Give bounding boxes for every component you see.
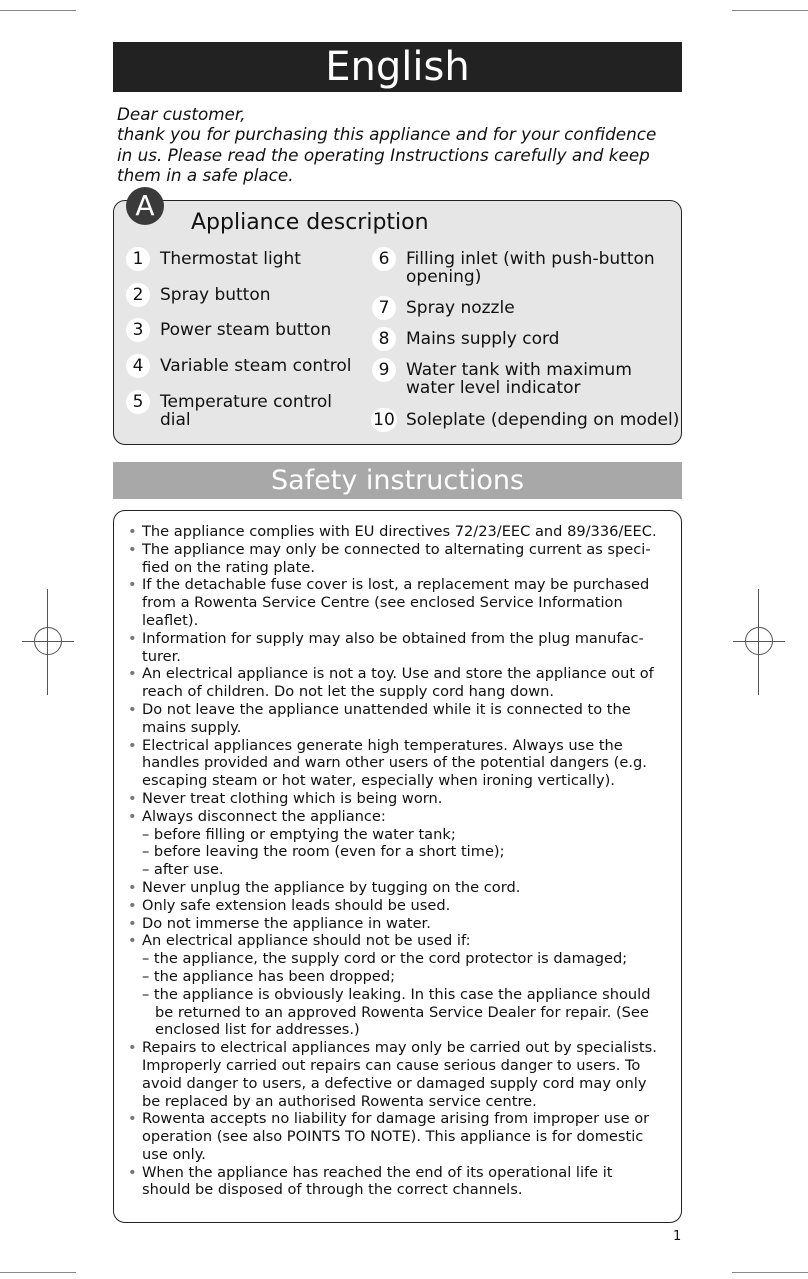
safety-line: mains supply. bbox=[142, 718, 242, 736]
safety-line: Improperly carried out repairs can cause serious danger to users. To bbox=[142, 1056, 641, 1074]
safety-bullet-item: • Only safe extension leads should be used. bbox=[128, 897, 673, 915]
crop-mark bbox=[732, 1272, 808, 1273]
safety-instructions-title: Safety instructions bbox=[113, 462, 682, 499]
safety-line: – the appliance, the supply cord or the cord protector is damaged; bbox=[142, 950, 628, 968]
part-number: 8 bbox=[372, 327, 396, 351]
part-number: 2 bbox=[126, 283, 150, 307]
safety-line: – the appliance has been dropped; bbox=[142, 967, 396, 985]
intro-line: thank you for purchasing this appliance and for your confidence bbox=[117, 124, 657, 145]
safety-bullet-item: • When the appliance has reached the end of its operational life it bbox=[128, 1164, 673, 1182]
part-number: 9 bbox=[372, 358, 396, 382]
part-number: 7 bbox=[372, 296, 396, 320]
intro-line: Dear customer, bbox=[117, 104, 246, 124]
part-label: Spray nozzle bbox=[406, 298, 515, 318]
safety-bullet-item: • An electrical appliance is not a toy. Use and store the appliance out of bbox=[128, 665, 673, 683]
part-number: 1 bbox=[126, 247, 150, 271]
part-label: Mains supply cord bbox=[406, 329, 560, 349]
intro-line: in us. Please read the operating Instructions carefully and keep bbox=[117, 144, 650, 165]
safety-line: turer. bbox=[142, 647, 181, 665]
part-number: 10 bbox=[371, 408, 397, 432]
safety-line: avoid danger to users, a defective or damaged supply cord may only bbox=[142, 1074, 647, 1092]
language-title: English bbox=[113, 42, 682, 92]
safety-bullet-item: • Information for supply may also be obtained from the plug manufac- bbox=[128, 630, 673, 648]
part-number: 4 bbox=[126, 354, 150, 378]
part-label: Variable steam control bbox=[160, 356, 352, 376]
safety-line: should be disposed of through the correct channels. bbox=[142, 1181, 523, 1199]
safety-line: escaping steam or hot water, especially when ironing vertically). bbox=[142, 772, 615, 790]
safety-line: operation (see also POINTS TO NOTE). This appliance is for domestic bbox=[142, 1128, 644, 1146]
section-badge: A bbox=[126, 187, 164, 225]
part-label-cont: water level indicator bbox=[406, 378, 581, 398]
safety-line: be returned to an approved Rowenta Service Dealer for repair. (See bbox=[155, 1003, 649, 1021]
page-number: 1 bbox=[673, 1229, 682, 1244]
safety-line: – before leaving the room (even for a short time); bbox=[142, 843, 505, 861]
safety-line: reach of children. Do not let the supply cord hang down. bbox=[142, 683, 555, 701]
safety-line: leaflet). bbox=[142, 611, 199, 629]
safety-bullet-item: • Repairs to electrical appliances may only be carried out by specialists. bbox=[128, 1039, 673, 1057]
crop-mark bbox=[732, 10, 808, 11]
part-label-cont: opening) bbox=[406, 267, 482, 287]
safety-line: enclosed list for addresses.) bbox=[155, 1021, 360, 1039]
part-label: Temperature control bbox=[160, 392, 333, 412]
intro-line: them in a safe place. bbox=[117, 165, 294, 186]
part-label: Soleplate (depending on model) bbox=[406, 410, 680, 430]
crop-mark bbox=[0, 1272, 76, 1273]
safety-bullet-item: • If the detachable fuse cover is lost, a replacement may be purchased bbox=[128, 576, 673, 594]
safety-bullet-item: • Never treat clothing which is being worn. bbox=[128, 790, 673, 808]
safety-line: fied on the rating plate. bbox=[142, 558, 315, 576]
safety-instructions-list bbox=[128, 523, 673, 1199]
part-label: Filling inlet (with push-button bbox=[406, 249, 655, 269]
intro-text bbox=[117, 104, 682, 186]
safety-line: handles provided and warn other users of the potential dangers (e.g. bbox=[142, 754, 647, 772]
part-number: 5 bbox=[126, 390, 150, 414]
crop-mark bbox=[0, 10, 76, 11]
safety-line: – before filling or emptying the water tank; bbox=[142, 825, 456, 843]
part-number: 3 bbox=[126, 318, 150, 342]
part-label: Thermostat light bbox=[160, 249, 301, 269]
safety-line: use only. bbox=[142, 1145, 206, 1163]
part-label-cont: dial bbox=[160, 410, 191, 430]
part-label: Power steam button bbox=[160, 320, 332, 340]
safety-line: – after use. bbox=[142, 861, 224, 879]
appliance-description-title: Appliance description bbox=[191, 210, 429, 235]
safety-bullet-item: • Always disconnect the appliance: bbox=[128, 808, 673, 826]
safety-bullet-item: • The appliance complies with EU directives 72/23/EEC and 89/336/EEC. bbox=[128, 523, 673, 541]
safety-line: – the appliance is obviously leaking. In this case the appliance should bbox=[142, 985, 651, 1003]
part-label: Water tank with maximum bbox=[406, 360, 632, 380]
safety-bullet-item: • Electrical appliances generate high temperatures. Always use the bbox=[128, 737, 673, 755]
safety-bullet-item: • The appliance may only be connected to alternating current as speci- bbox=[128, 541, 673, 559]
safety-bullet-item: • Rowenta accepts no liability for damage arising from improper use or bbox=[128, 1110, 673, 1128]
safety-line: be replaced by an authorised Rowenta service centre. bbox=[142, 1092, 537, 1110]
safety-bullet-item: • Never unplug the appliance by tugging on the cord. bbox=[128, 879, 673, 897]
safety-line: from a Rowenta Service Centre (see enclosed Service Information bbox=[142, 594, 623, 612]
safety-bullet-item: • Do not immerse the appliance in water. bbox=[128, 915, 673, 933]
part-number: 6 bbox=[372, 247, 396, 271]
safety-bullet-item: • Do not leave the appliance unattended while it is connected to the bbox=[128, 701, 673, 719]
part-label: Spray button bbox=[160, 285, 271, 305]
safety-bullet-item: • An electrical appliance should not be used if: bbox=[128, 932, 673, 950]
